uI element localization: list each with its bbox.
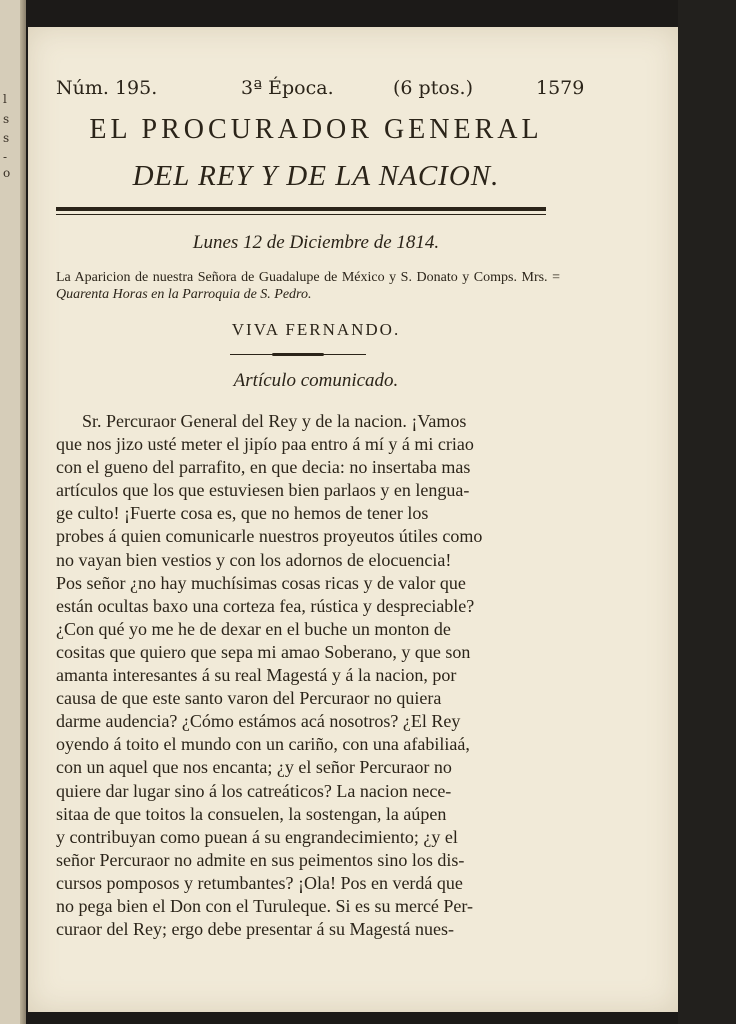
body-line: cositas que quiero que sepa mi amao Soberano, y que son — [56, 641, 471, 662]
body-line: no pega bien el Don con el Turuleque. Si es su mercé Per- — [56, 895, 474, 916]
page-number: 1579 — [536, 77, 585, 99]
masthead-rule — [56, 207, 546, 217]
body-line: ¿Con qué yo me he de dexar en el buche un monton de — [56, 618, 451, 639]
body-line: ge culto! ¡Fuerte cosa es, que no hemos de tener los — [56, 503, 429, 524]
ornamental-rule — [230, 353, 366, 357]
body-line: sitaa de que toitos la consuelen, la sostengan, la aúpen — [56, 803, 447, 824]
issue-number: Núm. 195. — [56, 77, 158, 99]
body-line: Pos señor ¿no hay muchísimas cosas ricas y de valor que — [56, 572, 466, 593]
running-header — [56, 77, 585, 103]
body-line: oyendo á toito el mundo con un cariño, con una afabiliaá, — [56, 734, 470, 755]
body-line: con un aquel que nos encanta; ¿y el señor Percuraor no — [56, 757, 452, 778]
body-line: causa de que este santo varon del Percuraor no quiera — [56, 688, 442, 709]
body-line: artículos que los que estuviesen bien parlaos y en lengua- — [56, 480, 470, 501]
margin-fragment: l — [3, 92, 7, 106]
newspaper-page — [28, 27, 678, 1012]
issue-date: Lunes 12 de Diciembre de 1814. — [192, 232, 440, 253]
margin-fragment: s — [3, 131, 10, 145]
article-body — [56, 410, 574, 941]
body-line: curaor del Rey; ergo debe presentar á su Magestá nues- — [56, 919, 455, 940]
body-line: amanta interesantes á su real Magestá y á la nacion, por — [56, 665, 457, 686]
body-line: que nos jizo usté meter el jipío paa entro á mí y á mi criao — [56, 434, 474, 455]
margin-fragment: s — [3, 112, 10, 126]
saints-text: La Aparicion de nuestra Señora de Guadalupe de México y S. Donato y Comps. Mrs. = — [56, 270, 560, 285]
masthead-subtitle: DEL REY Y DE LA NACION. — [132, 160, 500, 192]
masthead-title: EL PROCURADOR GENERAL — [89, 114, 543, 145]
margin-fragment: - — [3, 150, 8, 164]
page-gutter-shadow — [20, 0, 26, 1024]
previous-page-edge — [0, 0, 26, 1024]
article-heading: Artículo comunicado. — [233, 370, 399, 391]
body-line: están ocultas baxo una corteza fea, rústica y despreciable? — [56, 595, 475, 616]
body-line: no vayan bien vestios y con los adornos de elocuencia! — [56, 549, 452, 570]
scan-background — [678, 0, 736, 1024]
epoch-label: 3ª Época. — [241, 77, 334, 99]
margin-fragment: o — [3, 166, 11, 180]
saints-of-the-day — [56, 269, 560, 303]
body-line: y contribuyan como puean á su engrandecimiento; ¿y el — [56, 826, 458, 847]
body-line: señor Percuraor no admite en sus peimentos sino los dis- — [56, 849, 465, 870]
body-line: probes á quien comunicarle nuestros proyeutos útiles como — [56, 526, 483, 547]
body-line: Sr. Percuraor General del Rey y de la nacion. ¡Vamos — [82, 411, 467, 431]
viva-fernando: VIVA FERNANDO. — [231, 320, 401, 339]
body-line: darme audencia? ¿Cómo estámos acá nosotros? ¿El Rey — [56, 711, 461, 732]
body-line: cursos pomposos y retumbantes? ¡Ola! Pos en verdá que — [56, 872, 463, 893]
pliegos-note: (6 ptos.) — [393, 77, 473, 99]
saints-italic-note: Quarenta Horas en la Parroquia de S. Pedro. — [56, 287, 312, 302]
body-line: con el gueno del parrafito, en que decia: no insertaba mas — [56, 457, 471, 478]
body-line: quiere dar lugar sino á los catreáticos? La nacion nece- — [56, 780, 452, 801]
